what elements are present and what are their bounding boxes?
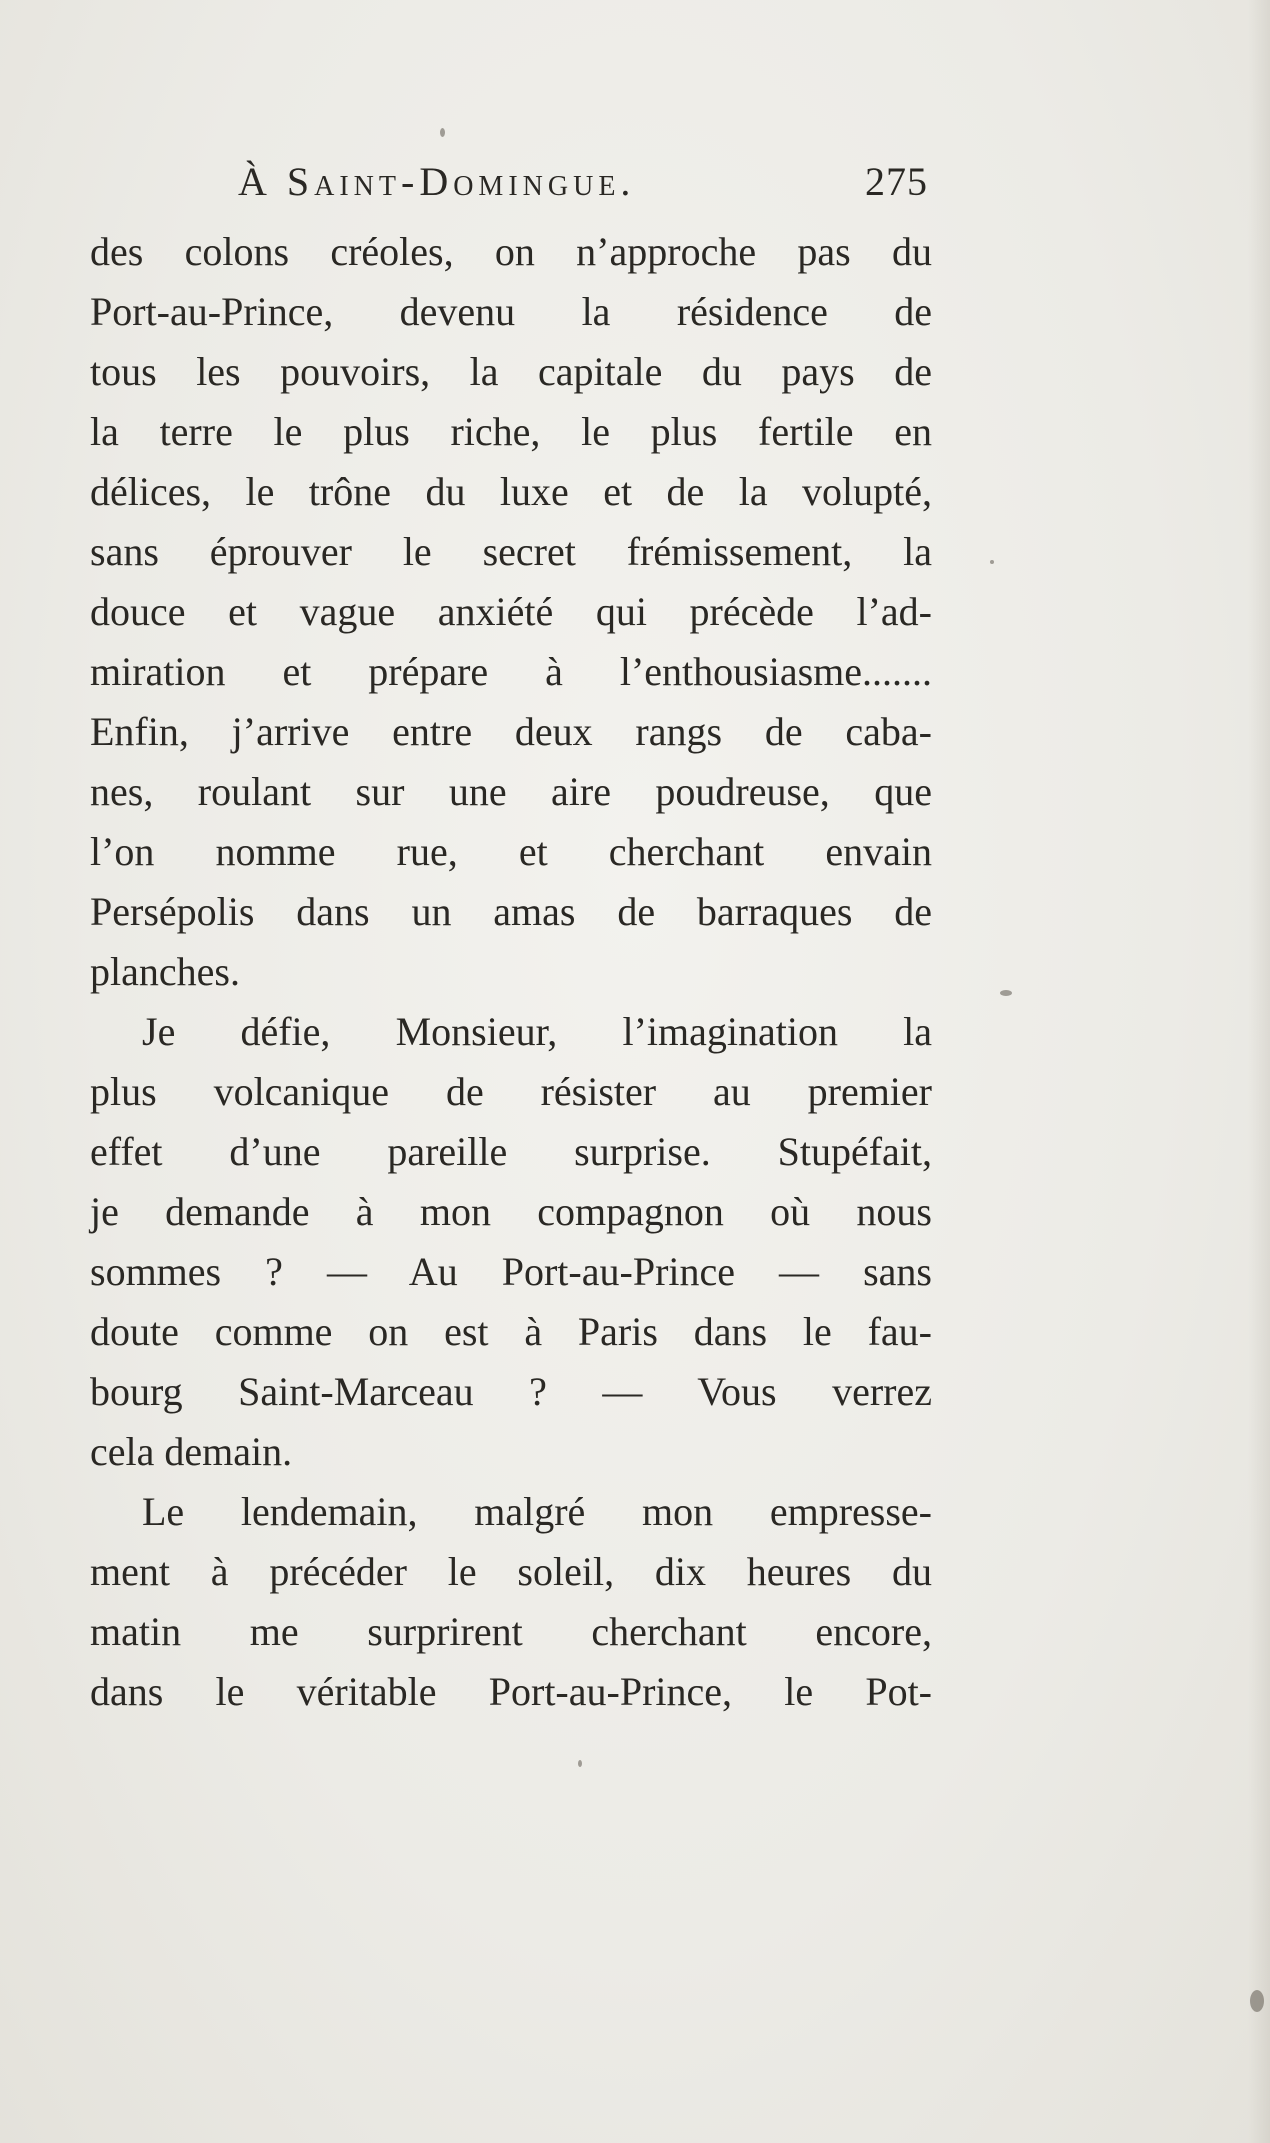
paper-speck (578, 1760, 582, 1767)
paper-speck (440, 128, 445, 137)
text-line: ment à précéder le soleil, dix heures du (90, 1549, 932, 1594)
text-line: sans éprouver le secret frémissement, la (90, 529, 932, 574)
text-line: douce et vague anxiété qui précède l’ad- (90, 589, 932, 634)
text-line: l’on nomme rue, et cherchant envain (90, 829, 932, 874)
text-line: tous les pouvoirs, la capitale du pays de (90, 349, 932, 394)
text-line: Port-au-Prince, devenu la résidence de (90, 289, 932, 334)
text-line: des colons créoles, on n’approche pas du (90, 229, 932, 274)
running-title: À Saint-Domingue. (238, 159, 636, 204)
text-line: dans le véritable Port-au-Prince, le Pot- (90, 1669, 932, 1714)
text-line: sommes ? — Au Port-au-Prince — sans (90, 1249, 932, 1294)
body-text (90, 222, 932, 1722)
text-line: Persépolis dans un amas de barraques de (90, 889, 932, 934)
text-line: miration et prépare à l’enthousiasme....... (90, 649, 932, 694)
text-line: cela demain. (90, 1429, 293, 1474)
text-line: matin me surprirent cherchant encore, (90, 1609, 932, 1654)
text-line: bourg Saint-Marceau ? — Vous verrez (90, 1369, 932, 1414)
page-edge-shadow (1248, 0, 1270, 2143)
page-number: 275 (865, 159, 928, 204)
page-header (238, 152, 928, 212)
text-line: Enfin, j’arrive entre deux rangs de caba- (90, 709, 932, 754)
text-line: planches. (90, 949, 240, 994)
text-line: plus volcanique de résister au premier (90, 1069, 932, 1114)
text-line: Je défie, Monsieur, l’imagination la (142, 1009, 932, 1054)
paper-speck (1000, 990, 1012, 996)
paper-speck (990, 560, 994, 564)
text-line: délices, le trône du luxe et de la volupté, (90, 469, 932, 514)
text-line: doute comme on est à Paris dans le fau- (90, 1309, 932, 1354)
text-line: je demande à mon compagnon où nous (90, 1189, 932, 1234)
text-line: Le lendemain, malgré mon empresse- (142, 1489, 932, 1534)
text-line: nes, roulant sur une aire poudreuse, que (90, 769, 932, 814)
text-line: effet d’une pareille surprise. Stupéfait, (90, 1129, 932, 1174)
text-line: la terre le plus riche, le plus fertile en (90, 409, 932, 454)
